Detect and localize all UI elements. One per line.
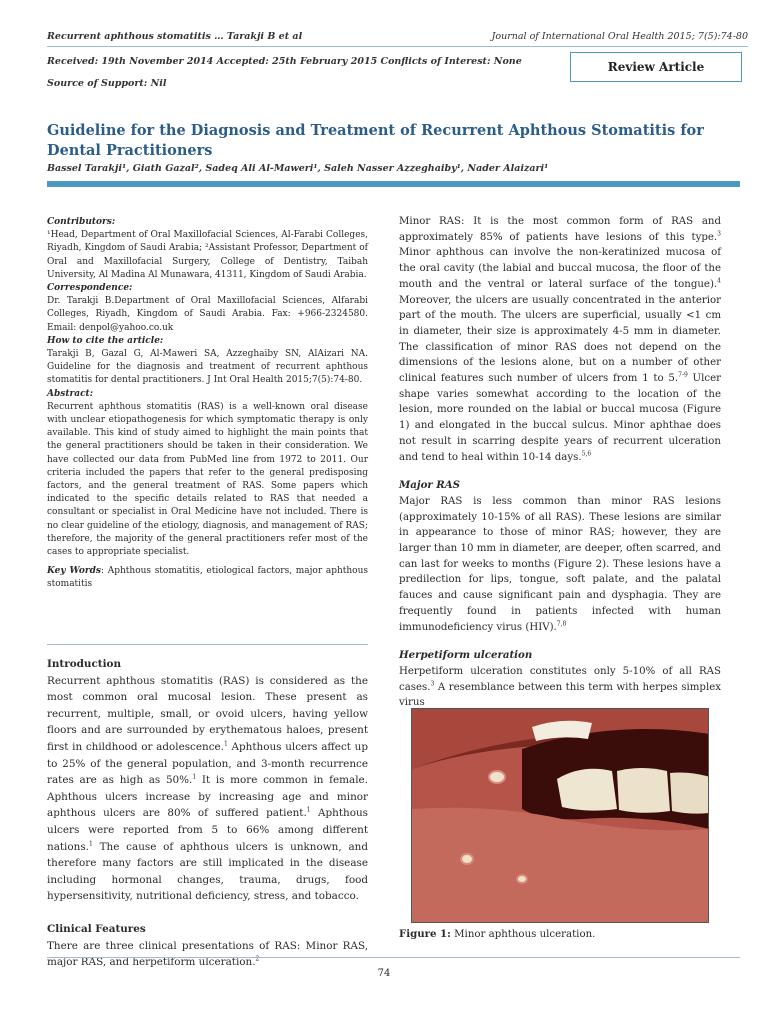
article-title: Guideline for the Diagnosis and Treatment of Recurrent Aphthous Stomatitis for Dental Practitioners <box>47 122 704 159</box>
figure-1-caption <box>399 928 595 940</box>
minor-ras-paragraph: Minor RAS: It is the most common form of RAS and approximately 85% of patients have lesions of this type.$^3$ Minor aphthous can involve the non-keratinized mucosa of the oral cavity (the labial and buccal mucosa, the floor of the mouth and the ventral or lateral surface of the tongue).$^4$ Moreover, the ulcers are usually concentrated in the anterior part of the mouth. The ulcers are superficial, usually <1 cm in diameter, their size is approximately 4-5 mm in diameter. The classification of minor RAS does not depend on the dimensions of the lesions alone, but on a number of other clinical features such number of ulcers from 1 to 5.$^{7-9}$ Ulcer shape varies somewhat according to the location of the lesion, more rounded on the labial or buccal mucosa (Figure 1) and elongated in the buccal sulcus. Minor aphthae does not result in scarring despite years of recurrent ulceration and tend to heal within 10-14 days.$^{5,6}$ <box>399 216 722 463</box>
contributors-label: Contributors: <box>47 217 116 227</box>
figure-caption-text: Minor aphthous ulceration. <box>450 929 596 940</box>
herpetiform-paragraph: Herpetiform ulceration constitutes only 5-10% of all RAS cases.$^3$ A resemblance between this term with herpes simplex virus <box>399 665 721 709</box>
right-body <box>399 214 721 711</box>
keywords-text: : Aphthous stomatitis, etiological factors, major aphthous stomatitis <box>47 566 368 590</box>
figure-1-photo <box>411 708 709 923</box>
figure-label: Figure 1: <box>399 928 451 940</box>
article-type-badge: Review Article <box>570 52 742 82</box>
correspondence-label: Correspondence: <box>47 283 133 294</box>
front-matter <box>47 216 368 592</box>
major-ras-paragraph: Major RAS is less common than minor RAS lesions (approximately 10-15% of all RAS). These lesions are similar in appearance to those of minor RAS; however, they are larger than 10 mm in diameter, are deeper, often scarred, and can last for weeks to months (Figure 2). These lesions have a predilection for lips, tongue, soft palate, and the palatal fauces and cause significant pain and dysphagia. They are frequently found in patients infected with human immunodeficiency virus (HIV).$^{7,8}$ <box>399 495 721 633</box>
herpetiform-heading: Herpetiform ulceration <box>399 649 533 662</box>
introduction-paragraph: Recurrent aphthous stomatitis (RAS) is considered as the most common oral mucosal lesion. These present as recurrent, multiple, small, or ovoid ulcers, having yellow floors and are surrounded by erythematous haloes, present first in childhood or adolescence.$^1$ Aphthous ulcers affect up to 25% of the general population, and 3-month recurrence rates are as high as 50%.$^1$ It is more common in female. Aphthous ulcers increase by increasing age and minor aphthous ulcers are 80% of suffered patient.$^1$ Aphthous ulcers were reported from 5 to 66% among different nations.$^1$ The cause of aphthous ulcers is unknown, and therefore many factors are still implicated in the disease including hormonal changes, trauma, drugs, food hypersensitivity, nutritional deficiency, stress, and tobacco. <box>47 674 368 903</box>
clinical-features-heading: Clinical Features <box>47 922 146 935</box>
header-rule <box>47 46 748 47</box>
abstract-label: Abstract: <box>47 388 94 399</box>
abstract-divider <box>47 644 368 645</box>
cite-text: Tarakji B, Gazal G, Al-Maweri SA, Azzeghaiby SN, AlAizari NA. Guideline for the diagnosis and treatment of recurrent aphthous stomatitis for dental practitioners. J Int Oral Health 2015;7(5):74-80. <box>47 349 368 386</box>
footer-rule <box>47 957 740 958</box>
running-header-left: Recurrent aphthous stomatitis … Tarakji B et al <box>47 31 303 42</box>
received-accepted-line: Received: 19th November 2014 Accepted: 25th February 2015 Conflicts of Interest: None <box>47 56 522 67</box>
correspondence-text: Dr. Tarakji B.Department of Oral Maxillofacial Sciences, Alfarabi Colleges, Riyadh, Kingdom of Saudi Arabia. Fax: +966-2324580. Email: denpol@yahoo.co.uk <box>47 296 368 333</box>
cite-label: How to cite the article: <box>47 335 164 346</box>
running-header-right: Journal of International Oral Health 2015; 7(5):74-80 <box>491 31 748 42</box>
clinical-features-paragraph: There are three clinical presentations of RAS: Minor RAS, major RAS, and herpetiform ulceration.$^2$ <box>47 939 368 969</box>
author-list: Bassel Tarakji¹, Giath Gazal², Sadeq Ali Al-Maweri¹, Saleh Nasser Azzeghaiby¹, Nader Alaizari¹ <box>47 163 549 174</box>
page-number: 74 <box>377 968 391 979</box>
source-of-support-line: Source of Support: Nil <box>47 78 167 89</box>
mouth-photo-illustration <box>412 709 709 923</box>
left-body <box>47 656 368 971</box>
major-ras-heading: Major RAS <box>399 479 461 492</box>
abstract-text: Recurrent aphthous stomatitis (RAS) is a well-known oral disease with unclear etiopathogenesis for which symptomatic therapy is only available. This kind of study aimed to highlight the main points that the general practitioners should be taken in their consideration. We have collected our data from PubMed line from 1972 to 2011. Our criteria included the papers that refer to the general predisposing factors, and the general treatment of RAS. Some papers which indicated to the specific details related to RAS that needed a consultant or specialist in Oral Medicine have not included. There is no clear guideline of the etiology, diagnosis, and management of RAS; therefore, the majority of the general practitioners refer most of the cases to appropriate specialist. <box>47 401 368 558</box>
introduction-heading: Introduction <box>47 658 121 670</box>
keywords-label: Key Words <box>47 566 102 577</box>
contributors-text: ¹Head, Department of Oral Maxillofacial Sciences, Al-Farabi Colleges, Riyadh, Kingdom of Saudi Arabia; ²Assistant Professor, Department of Oral and Maxillofacial Surgery, College of Dentistry, Taibah University, Al Madina Al Munawara, 41311, Kingdom of Saudi Arabia. <box>47 230 368 280</box>
title-divider-bar <box>47 181 740 187</box>
